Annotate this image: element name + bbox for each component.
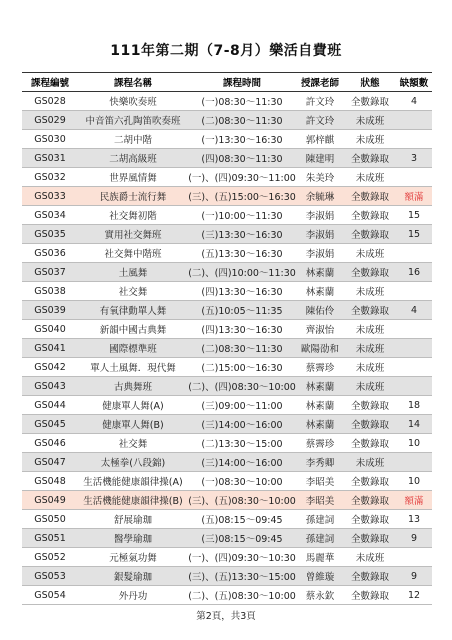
header-course-name: 課程名稱: [78, 73, 188, 92]
course-code: GS034: [22, 206, 78, 225]
course-code: GS051: [22, 529, 78, 548]
course-name: 元極氣功舞: [78, 548, 188, 567]
teacher-name: 李昭美: [296, 472, 344, 491]
table-row: [22, 187, 432, 206]
enrollment-status: 全數錄取: [344, 491, 396, 510]
table-row: [22, 415, 432, 434]
course-code: GS036: [22, 244, 78, 263]
vacancy-count: 14: [396, 415, 432, 434]
table-row: [22, 149, 432, 168]
table-row: [22, 320, 432, 339]
course-time: (二)13:30～15:00: [188, 434, 296, 453]
course-name: 單人土風舞．現代舞: [78, 358, 188, 377]
course-time: (三)14:00～16:00: [188, 453, 296, 472]
course-name: 舒展瑜珈: [78, 510, 188, 529]
course-name: 世界風情舞: [78, 168, 188, 187]
course-time: (二)、(四)08:30～10:00: [188, 377, 296, 396]
table-row: [22, 510, 432, 529]
table-row: [22, 567, 432, 586]
table-header-row: [22, 73, 432, 92]
course-code: GS053: [22, 567, 78, 586]
vacancy-count: 9: [396, 529, 432, 548]
teacher-name: 林素蘭: [296, 415, 344, 434]
teacher-name: 林素蘭: [296, 396, 344, 415]
course-name: 社交舞中階班: [78, 244, 188, 263]
teacher-name: 林素蘭: [296, 263, 344, 282]
table-row: [22, 377, 432, 396]
course-code: GS042: [22, 358, 78, 377]
enrollment-status: 未成班: [344, 168, 396, 187]
enrollment-status: 全數錄取: [344, 510, 396, 529]
teacher-name: 林素蘭: [296, 377, 344, 396]
teacher-name: 余毓琳: [296, 187, 344, 206]
course-name: 國際標準班: [78, 339, 188, 358]
teacher-name: 蔡永欽: [296, 586, 344, 605]
enrollment-status: 未成班: [344, 339, 396, 358]
table-row: [22, 263, 432, 282]
vacancy-count: 額滿: [396, 491, 432, 510]
table-row: [22, 111, 432, 130]
course-time: (二)、(四)10:00～11:30: [188, 263, 296, 282]
vacancy-count: [396, 548, 432, 567]
enrollment-status: 全數錄取: [344, 263, 396, 282]
vacancy-count: 13: [396, 510, 432, 529]
vacancy-count: 15: [396, 225, 432, 244]
teacher-name: 蔡霽珍: [296, 434, 344, 453]
course-time: (一)13:30～16:30: [188, 130, 296, 149]
enrollment-status: 全數錄取: [344, 301, 396, 320]
header-vacancy: 缺額數: [396, 73, 432, 92]
course-time: (三)、(五)13:30～15:00: [188, 567, 296, 586]
enrollment-status: 未成班: [344, 320, 396, 339]
table-row: [22, 301, 432, 320]
vacancy-count: 9: [396, 567, 432, 586]
course-time: (四)13:30～16:30: [188, 320, 296, 339]
teacher-name: 郭梓麒: [296, 130, 344, 149]
course-name: 社交舞: [78, 282, 188, 301]
course-code: GS052: [22, 548, 78, 567]
course-time: (二)、(五)08:30～10:00: [188, 586, 296, 605]
enrollment-status: 未成班: [344, 453, 396, 472]
course-code: GS043: [22, 377, 78, 396]
header-course-time: 課程時間: [188, 73, 296, 92]
header-course-code: 課程編號: [22, 73, 78, 92]
course-code: GS032: [22, 168, 78, 187]
table-row: [22, 358, 432, 377]
course-name: 中音笛六孔陶笛吹奏班: [78, 111, 188, 130]
course-time: (三)08:15～09:45: [188, 529, 296, 548]
course-time: (一)08:30～10:00: [188, 472, 296, 491]
teacher-name: 林素蘭: [296, 282, 344, 301]
course-time: (一)、(四)09:30～11:00: [188, 168, 296, 187]
header-status: 狀態: [344, 73, 396, 92]
vacancy-count: [396, 282, 432, 301]
vacancy-count: [396, 168, 432, 187]
course-name: 生活機能健康韻律操(A): [78, 472, 188, 491]
vacancy-count: [396, 377, 432, 396]
course-name: 有氧律動單人舞: [78, 301, 188, 320]
course-time: (二)08:30～11:30: [188, 339, 296, 358]
course-time: (二)08:30～11:30: [188, 111, 296, 130]
course-code: GS048: [22, 472, 78, 491]
enrollment-status: 全數錄取: [344, 149, 396, 168]
course-code: GS046: [22, 434, 78, 453]
teacher-name: 朱美玲: [296, 168, 344, 187]
course-code: GS033: [22, 187, 78, 206]
table-row: [22, 453, 432, 472]
teacher-name: 蔡霽珍: [296, 358, 344, 377]
course-name: 實用社交舞班: [78, 225, 188, 244]
table-row: [22, 434, 432, 453]
vacancy-count: [396, 244, 432, 263]
vacancy-count: [396, 130, 432, 149]
vacancy-count: 10: [396, 472, 432, 491]
course-code: GS044: [22, 396, 78, 415]
vacancy-count: [396, 339, 432, 358]
course-time: (三)、(五)08:30～10:00: [188, 491, 296, 510]
page-number: 第2頁，共3頁: [196, 611, 256, 622]
course-time: (一)10:00～11:30: [188, 206, 296, 225]
course-code: GS037: [22, 263, 78, 282]
vacancy-count: 15: [396, 206, 432, 225]
course-code: GS035: [22, 225, 78, 244]
course-time: (五)08:15～09:45: [188, 510, 296, 529]
table-row: [22, 92, 432, 111]
course-name: 太極拳(八段錦): [78, 453, 188, 472]
table-row: [22, 548, 432, 567]
teacher-name: 李昭美: [296, 491, 344, 510]
enrollment-status: 未成班: [344, 282, 396, 301]
enrollment-status: 未成班: [344, 111, 396, 130]
vacancy-count: [396, 320, 432, 339]
vacancy-count: 12: [396, 586, 432, 605]
course-name: 新韻中國古典舞: [78, 320, 188, 339]
enrollment-status: 全數錄取: [344, 529, 396, 548]
course-code: GS031: [22, 149, 78, 168]
vacancy-count: 10: [396, 434, 432, 453]
course-name: 快樂吹奏班: [78, 92, 188, 111]
teacher-name: 李秀卿: [296, 453, 344, 472]
course-name: 生活機能健康韻律操(B): [78, 491, 188, 510]
document-title: 111年第二期（7-8月）樂活自費班: [110, 43, 342, 59]
enrollment-status: 未成班: [344, 244, 396, 263]
course-time: (五)13:30～16:30: [188, 244, 296, 263]
enrollment-status: 全數錄取: [344, 225, 396, 244]
course-time: (四)13:30～16:30: [188, 282, 296, 301]
vacancy-count: [396, 111, 432, 130]
course-time: (二)15:00～16:30: [188, 358, 296, 377]
table-row: [22, 529, 432, 548]
vacancy-count: 4: [396, 92, 432, 111]
table-row: [22, 282, 432, 301]
teacher-name: 陳建明: [296, 149, 344, 168]
teacher-name: 孫建詞: [296, 529, 344, 548]
course-time: (一)、(四)09:30～10:30: [188, 548, 296, 567]
course-code: GS029: [22, 111, 78, 130]
teacher-name: 許文玲: [296, 111, 344, 130]
enrollment-status: 全數錄取: [344, 567, 396, 586]
course-name: 二胡中階: [78, 130, 188, 149]
vacancy-count: 3: [396, 149, 432, 168]
enrollment-status: 全數錄取: [344, 434, 396, 453]
course-code: GS039: [22, 301, 78, 320]
course-code: GS030: [22, 130, 78, 149]
course-name: 銀髮瑜珈: [78, 567, 188, 586]
course-code: GS050: [22, 510, 78, 529]
course-code: GS047: [22, 453, 78, 472]
table-row: [22, 225, 432, 244]
table-row: [22, 244, 432, 263]
teacher-name: 李淑娟: [296, 225, 344, 244]
course-code: GS028: [22, 92, 78, 111]
table-row: [22, 586, 432, 605]
course-name: 健康單人舞(A): [78, 396, 188, 415]
course-name: 土風舞: [78, 263, 188, 282]
vacancy-count: [396, 453, 432, 472]
table-row: [22, 472, 432, 491]
course-time: (三)14:00～16:00: [188, 415, 296, 434]
enrollment-status: 全數錄取: [344, 472, 396, 491]
course-time: (三)13:30～16:30: [188, 225, 296, 244]
enrollment-status: 全數錄取: [344, 206, 396, 225]
course-name: 社交舞初階: [78, 206, 188, 225]
teacher-name: 孫建詞: [296, 510, 344, 529]
vacancy-count: 16: [396, 263, 432, 282]
enrollment-status: 全數錄取: [344, 187, 396, 206]
course-code: GS038: [22, 282, 78, 301]
course-name: 社交舞: [78, 434, 188, 453]
course-time: (三)09:00～11:00: [188, 396, 296, 415]
vacancy-count: 額滿: [396, 187, 432, 206]
course-code: GS045: [22, 415, 78, 434]
course-name: 外丹功: [78, 586, 188, 605]
teacher-name: 許文玲: [296, 92, 344, 111]
course-time: (一)08:30～11:30: [188, 92, 296, 111]
enrollment-status: 未成班: [344, 130, 396, 149]
course-name: 二胡高級班: [78, 149, 188, 168]
course-name: 民族爵士流行舞: [78, 187, 188, 206]
header-teacher: 授課老師: [296, 73, 344, 92]
table-row: [22, 206, 432, 225]
course-code: GS054: [22, 586, 78, 605]
vacancy-count: 4: [396, 301, 432, 320]
course-name: 健康單人舞(B): [78, 415, 188, 434]
course-time: (五)10:05～11:35: [188, 301, 296, 320]
table-row: [22, 130, 432, 149]
course-time: (三)、(五)15:00～16:30: [188, 187, 296, 206]
course-table: [22, 72, 432, 605]
enrollment-status: 全數錄取: [344, 92, 396, 111]
teacher-name: 馬麗華: [296, 548, 344, 567]
course-name: 醫學瑜珈: [78, 529, 188, 548]
table-row: [22, 168, 432, 187]
course-name: 古典舞班: [78, 377, 188, 396]
teacher-name: 齊淑怡: [296, 320, 344, 339]
table-row: [22, 491, 432, 510]
table-row: [22, 396, 432, 415]
teacher-name: 李淑娟: [296, 206, 344, 225]
teacher-name: 歐陽劭和: [296, 339, 344, 358]
enrollment-status: 全數錄取: [344, 415, 396, 434]
vacancy-count: [396, 358, 432, 377]
enrollment-status: 全數錄取: [344, 586, 396, 605]
enrollment-status: 未成班: [344, 548, 396, 567]
course-code: GS049: [22, 491, 78, 510]
vacancy-count: 18: [396, 396, 432, 415]
teacher-name: 陳佑伶: [296, 301, 344, 320]
enrollment-status: 全數錄取: [344, 396, 396, 415]
teacher-name: 曾維璇: [296, 567, 344, 586]
course-code: GS040: [22, 320, 78, 339]
enrollment-status: 未成班: [344, 358, 396, 377]
enrollment-status: 未成班: [344, 377, 396, 396]
course-code: GS041: [22, 339, 78, 358]
table-row: [22, 339, 432, 358]
teacher-name: 李淑娟: [296, 244, 344, 263]
course-time: (四)08:30～11:30: [188, 149, 296, 168]
